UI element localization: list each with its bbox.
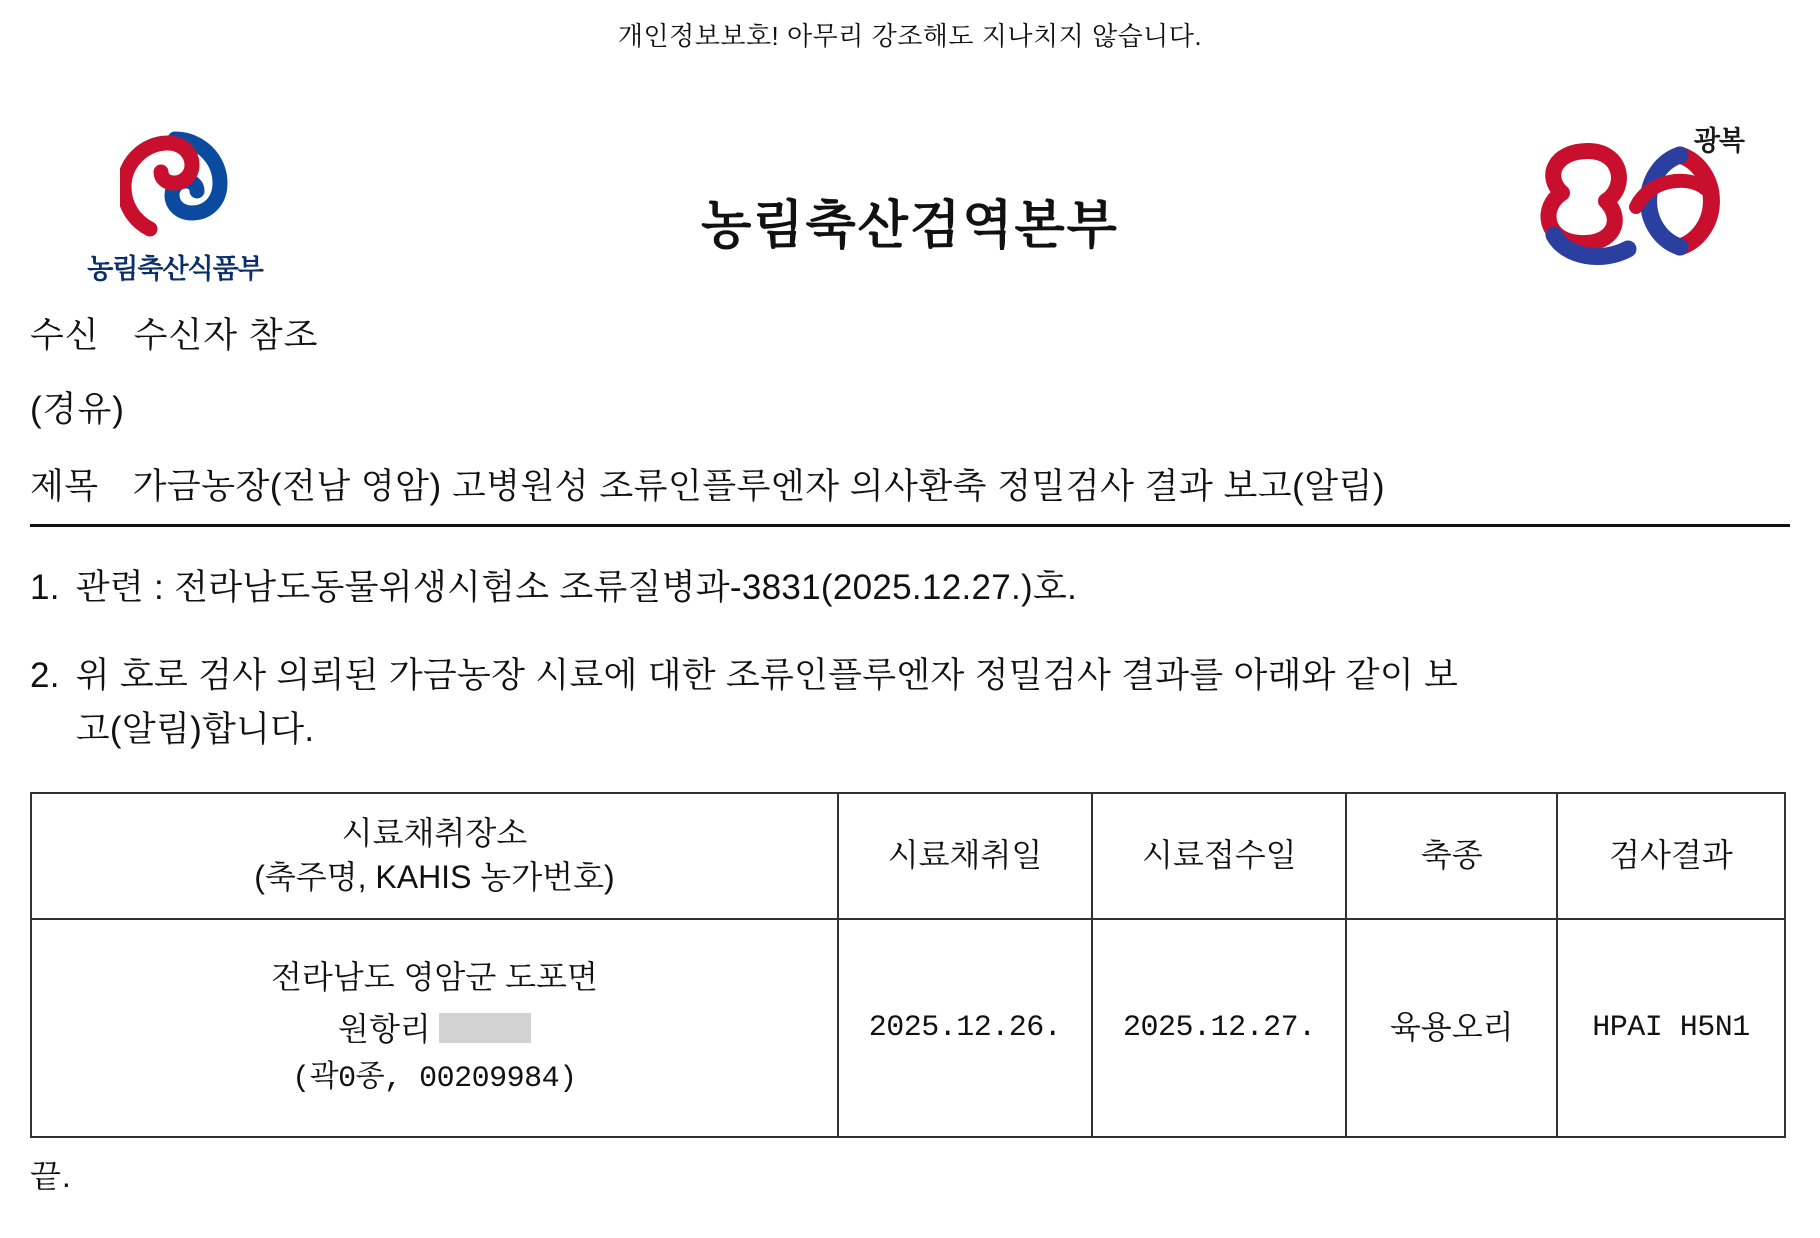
document-body (0, 309, 1820, 1201)
test-result-table (30, 792, 1786, 1138)
paragraph-2-line-2: 고(알림)합니다. (75, 710, 315, 750)
paragraph-1-number: 1. (30, 567, 60, 607)
cell-species: 육용오리 (1346, 919, 1556, 1137)
recipient-label: 수신 (30, 316, 100, 355)
redaction-block (439, 1013, 531, 1043)
ministry-label: 농림축산식품부 (87, 254, 263, 284)
page-title: 농림축산검역본부 (701, 198, 1119, 255)
cell-place-line2 (36, 1004, 833, 1055)
cell-place-line2-text: 원항리 (338, 1010, 431, 1047)
table-header-row (31, 793, 1785, 919)
column-header-collect-date: 시료채취일 (838, 793, 1092, 919)
column-header-species: 축종 (1346, 793, 1556, 919)
table-row (31, 919, 1785, 1137)
document-header (0, 53, 1820, 284)
80th-liberation-icon (1510, 115, 1750, 285)
cell-place (31, 919, 838, 1137)
column-header-place (31, 793, 838, 919)
column-header-result: 검사결과 (1557, 793, 1785, 919)
paragraph-2 (30, 649, 1790, 758)
cell-result: HPAI H5N1 (1557, 919, 1785, 1137)
subject-label: 제목 (30, 466, 99, 506)
cell-receive-date: 2025.12.27. (1092, 919, 1346, 1137)
paragraph-1 (30, 561, 1790, 615)
cell-collect-date: 2025.12.26. (838, 919, 1092, 1137)
cell-place-line3: (곽0종, 00209984) (292, 1061, 577, 1096)
column-header-place-line1: 시료채취장소 (341, 815, 528, 852)
subject-value: 가금농장(전남 영암) 고병원성 조류인플루엔자 의사환축 정밀검사 결과 보고(알림) (132, 466, 1386, 506)
paragraph-2-line-1: 위 호로 검사 의뢰된 가금농장 시료에 대한 조류인플루엔자 정밀검사 결과를 아래와 같이 보 (75, 656, 1459, 695)
privacy-notice: 개인정보보호! 아무리 강조해도 지나치지 않습니다. (617, 21, 1203, 51)
recipient-value: 수신자 참조 (133, 316, 319, 355)
recipient-row (30, 309, 1790, 363)
subject-row (30, 460, 1790, 524)
paragraph-2-number: 2. (30, 656, 60, 695)
column-header-receive-date: 시료접수일 (1092, 793, 1346, 919)
paragraph-1-text: 관련 : 전라남도동물위생시험소 조류질병과-3831(2025.12.27.)호. (75, 567, 1078, 607)
paragraph-2-text (76, 649, 1790, 758)
liberation-label: 광복 (1693, 126, 1744, 156)
header-divider (30, 524, 1790, 527)
end-mark: 끝. (30, 1157, 72, 1194)
column-header-place-line2: (축주명, KAHIS 농가번호) (254, 858, 615, 895)
cell-place-line1: 전라남도 영암군 도포면 (270, 959, 598, 996)
via-row: (경유) (30, 390, 125, 430)
